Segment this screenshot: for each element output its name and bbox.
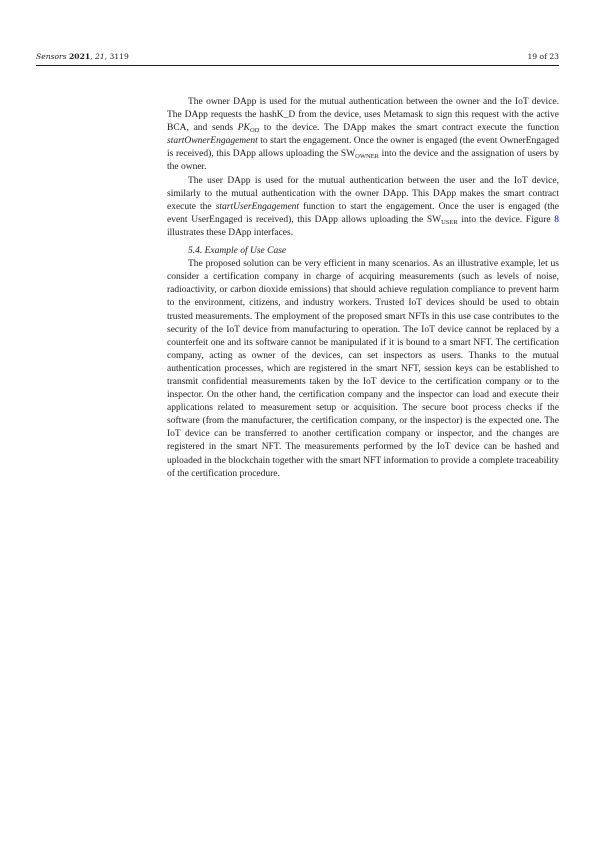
pk-subscript: OD [249,127,260,135]
paragraph-user-dapp [167,175,559,240]
p1-text-c: to start the engagement. Once the owner is engaged (the event OwnerEngaged is received), this DApp allows uploading the SW [167,136,559,160]
sw-user-subscript: USER [441,218,458,226]
section-title: 5.4. Example of Use Case [188,246,287,257]
pk-od-symbol [238,123,260,133]
p2-text-b: function to start the engagement. Once the user is engaged (the event UserEngaged is received), this DApp allows uploading the SW [167,201,559,225]
p2-text-d: illustrates these DApp interfaces. [167,227,294,238]
journal-name: Sensors [36,52,67,61]
function-start-owner-engagement: startOwnerEngagement [167,136,258,147]
pk-main: PK [237,123,250,134]
header-rule [36,65,559,66]
p1-text-d: into the device and the assignation of users by the owner. [167,149,559,173]
main-text [167,96,559,481]
p1-text-b: to the device. The DApp makes the smart contract execute the function [259,123,559,134]
sw-owner-subscript: OWNER [355,153,380,161]
paragraph-use-case: The proposed solution can be very efficient in many scenarios. As an illustrative example, let us consider a certification company in charge of acquiring measurements (such as levels of noise, radioactivity, or carbon dioxide emissions) that should achieve regulation compliance to prevent harm to the environment, citizens, and industry workers. Trusted IoT devices should be used to obtain trusted measurements. The employment of the proposed smart NFTs in this use case contributes to the security of the IoT device from manufacturing to operation. The IoT device cannot be replaced by a counterfeit one and its software cannot be manipulated if it is bound to a smart NFT. The certification company, acting as owner of the devices, can set inspectors as users. Thanks to the mutual authentication processes, which are registered in the smart NFT, session keys can be established to transmit confidential measurements taken by the IoT device to the certification company or to the inspector. On the other hand, the certification company and the inspector can load and execute their applications related to measurement setup or acquisition. The secure boot process checks if the software (from the manufacturer, the certification company, or the inspector) is the expected one. The IoT device can be transferred to another certification company or inspector, and the changes are registered in the smart NFT. The measurements performed by the IoT device can be hashed and uploaded in the blockchain together with the smart NFT information to provide a complete traceability of the certification procedure. [167,259,559,479]
p2-text-c: into the device. Figure [457,214,555,225]
figure-reference-link[interactable]: 8 [554,214,559,225]
journal-volume: 21 [94,52,105,61]
p1-text-a: The owner DApp is used for the mutual authentication between the owner and the IoT device. The DApp requests the hashK_D from the device, uses Metamask to sign this request with the active BCA, and sends [167,97,559,134]
function-start-user-engagement: startUserEngagement [215,201,300,212]
journal-year: 2021 [69,52,91,61]
paragraph-owner-dapp [167,96,559,175]
journal-citation: Sensors 2021, 21, 3119 [36,52,129,61]
article-number: 3119 [109,52,129,61]
p2-text-a: The user DApp is used for the mutual authentication between the user and the IoT device, similarly to the mutual authentication with the owner DApp. This DApp makes the smart contract execute the [167,175,559,212]
page-indicator: 19 of 23 [527,52,559,61]
